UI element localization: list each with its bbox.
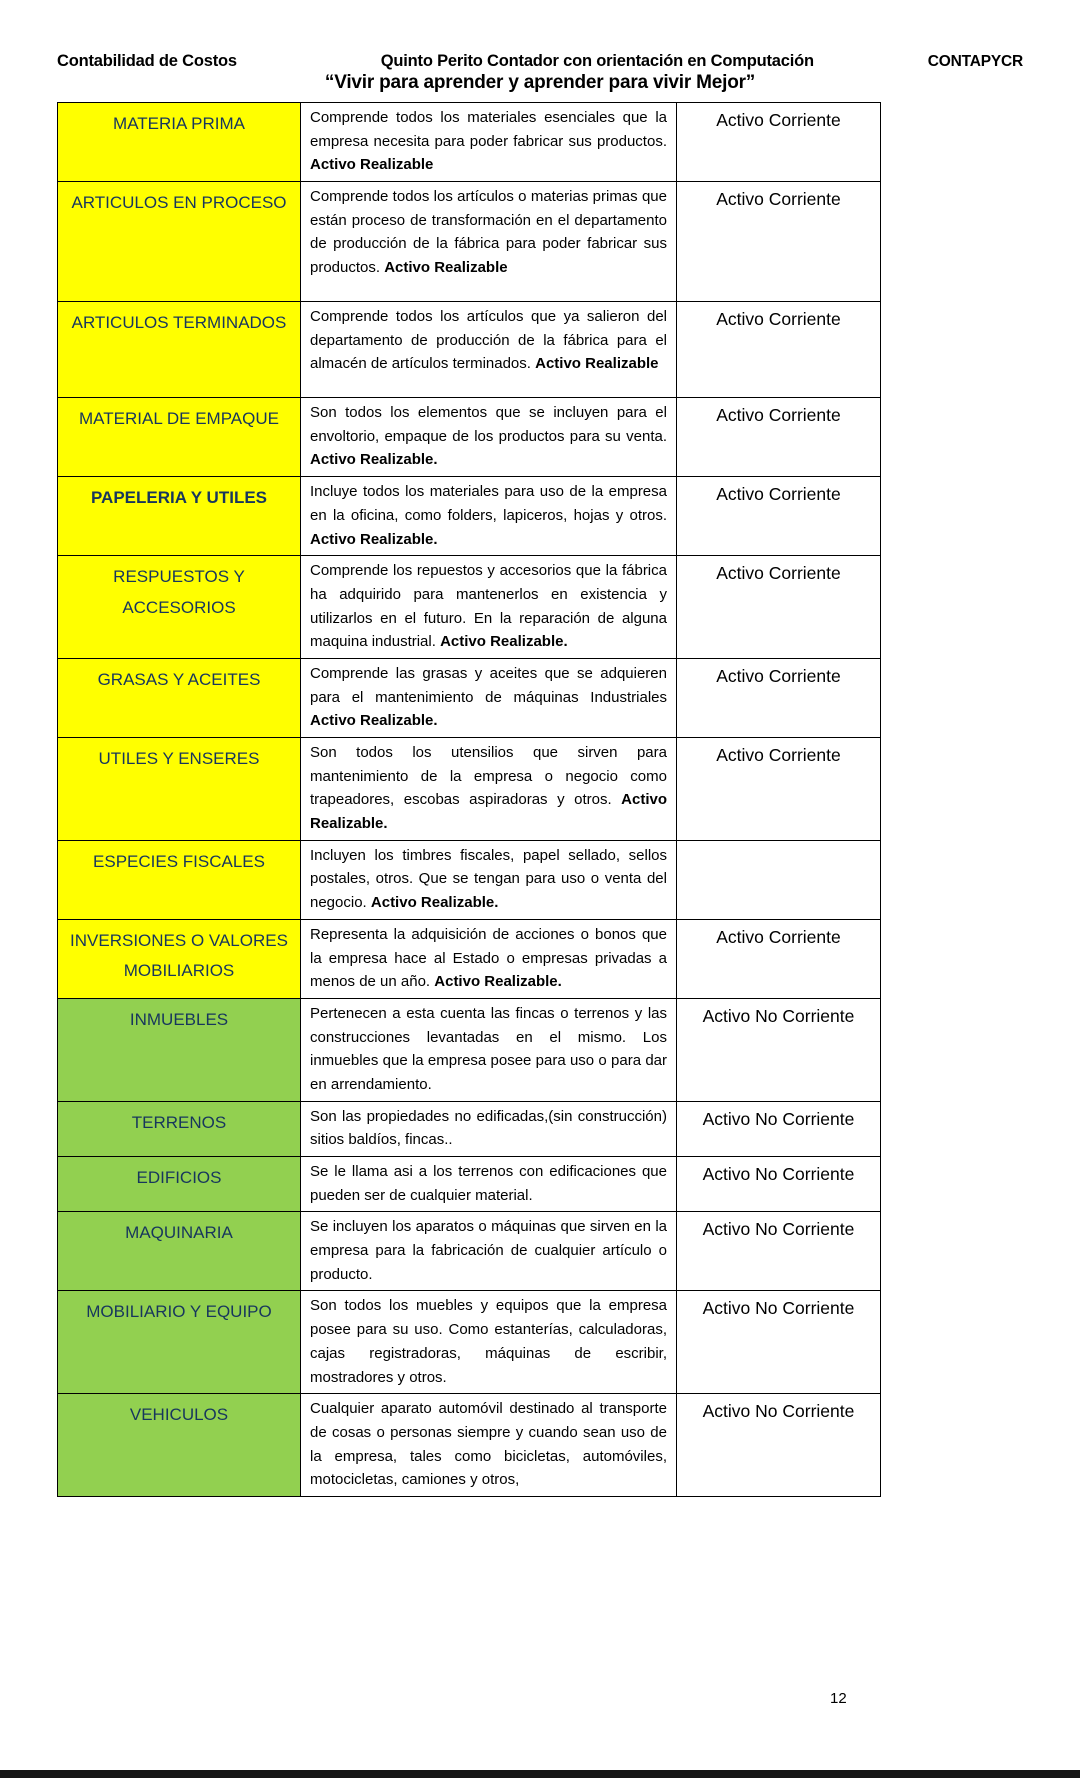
account-description: Comprende todos los artículos que ya salieron del departamento de producción de la fábrica para el almacén de artículos terminados.: [310, 308, 667, 373]
account-description: Comprende todos los materiales esenciales que la empresa necesita para poder fabricar sus productos.: [310, 109, 667, 150]
account-name: GRASAS Y ACEITES: [97, 669, 261, 689]
account-description: Se incluyen los aparatos o máquinas que sirven en la empresa para la fabricación de cualquier artículo o producto.: [310, 1218, 667, 1283]
account-name: TERRENOS: [131, 1112, 227, 1132]
account-description-cell: [301, 919, 677, 998]
account-name: ESPECIES FISCALES: [93, 851, 265, 871]
account-name-cell: [58, 1394, 301, 1497]
account-classification: Activo No Corriente: [702, 1005, 855, 1026]
account-classification: Activo Corriente: [716, 405, 841, 426]
account-description-cell: [301, 477, 677, 556]
page-number: 12: [830, 1690, 847, 1707]
account-classification: Activo Corriente: [716, 665, 841, 686]
account-classification-cell: [677, 919, 881, 998]
table-row: [58, 477, 881, 556]
account-classification-cell: [677, 182, 881, 302]
account-name: MATERIA PRIMA: [113, 114, 245, 133]
account-classification-cell: [677, 1101, 881, 1156]
account-classification-cell: [677, 738, 881, 841]
account-classification-cell: [677, 1394, 881, 1497]
account-classification-cell: [677, 556, 881, 659]
account-description-cell: [301, 302, 677, 398]
account-name-cell: [58, 556, 301, 659]
account-description-bold: Activo Realizable.: [310, 451, 438, 469]
account-name-cell: [58, 919, 301, 998]
accounts-table: [57, 102, 881, 1497]
page-header: [0, 0, 1080, 94]
account-name: INVERSIONES O VALORES MOBILIARIOS: [70, 930, 288, 981]
table-row: [58, 658, 881, 737]
account-description-cell: [301, 103, 677, 182]
account-description-bold: Activo Realizable.: [370, 894, 499, 912]
account-description-cell: [301, 1291, 677, 1394]
account-description: Son todos los elementos que se incluyen para el envoltorio, empaque de los productos para su venta.: [310, 404, 667, 445]
table-row: [58, 103, 881, 182]
account-name: ARTICULOS TERMINADOS: [71, 313, 287, 333]
account-description: Son las propiedades no edificadas,(sin construcción) sitios baldíos, fincas..: [310, 1107, 667, 1149]
account-description: Pertenecen a esta cuenta las fincas o terrenos y las construcciones levantadas en el mismo. Los inmuebles que la empresa posee para uso o para dar en arrendamiento.: [310, 1004, 667, 1093]
header-row: [57, 52, 1023, 71]
account-description-bold: Activo Realizable.: [434, 973, 562, 991]
account-classification: Activo Corriente: [716, 484, 841, 505]
account-classification-cell: [677, 477, 881, 556]
account-description-bold: Activo Realizable: [384, 259, 508, 277]
table-row: [58, 1394, 881, 1497]
account-name-cell: [58, 1291, 301, 1394]
header-course-title: Contabilidad de Costos: [57, 52, 237, 70]
accounts-table-body: [58, 103, 881, 1497]
account-description: Representa la adquisición de acciones o bonos que la empresa hace al Estado o empresas privadas a menos de un año.: [310, 925, 667, 991]
account-classification-cell: [677, 1212, 881, 1291]
account-name-cell: [58, 1212, 301, 1291]
account-description: Incluye todos los materiales para uso de la empresa en la oficina, como folders, lapiceros, hojas y otros.: [310, 483, 667, 524]
account-description-bold: Activo Realizable.: [440, 633, 568, 651]
account-name: INMUEBLES: [129, 1009, 229, 1029]
account-name-cell: [58, 182, 301, 302]
account-description-bold: Activo Realizable: [310, 156, 434, 174]
account-description-cell: [301, 182, 677, 302]
account-name-cell: [58, 658, 301, 737]
account-description-bold: Activo Realizable.: [310, 791, 667, 833]
account-description-cell: [301, 738, 677, 841]
account-description: Incluyen los timbres fiscales, papel sellado, sellos postales, otros. Que se tengan para uso o venta del negocio.: [310, 846, 667, 912]
account-classification: Activo Corriente: [716, 189, 841, 210]
account-name-cell: [58, 1157, 301, 1212]
table-row: [58, 840, 881, 919]
account-classification-cell: [677, 1291, 881, 1394]
account-name-cell: [58, 302, 301, 398]
account-description: Cualquier aparato automóvil destinado al transporte de cosas o personas siempre y cuando sean uso de la empresa, tales como bicicletas, automóviles, motocicletas, camiones y otros,: [310, 1400, 667, 1489]
header-brand: CONTAPYCR: [927, 53, 1023, 70]
account-classification: Activo No Corriente: [702, 1401, 855, 1422]
table-row: [58, 1157, 881, 1212]
table-row: [58, 738, 881, 841]
table-row: [58, 398, 881, 477]
account-classification: Activo Corriente: [716, 563, 841, 584]
account-classification-cell: [677, 658, 881, 737]
account-description: Son todos los utensilios que sirven para mantenimiento de la empresa o negocio como trapeadores, escobas aspiradoras y otros.: [310, 744, 667, 809]
account-name-cell: [58, 477, 301, 556]
page-bottom-edge: [0, 1770, 1080, 1778]
account-name-cell: [58, 998, 301, 1101]
account-name: MOBILIARIO Y EQUIPO: [86, 1302, 272, 1322]
account-classification-cell: [677, 103, 881, 182]
account-description: Se le llama asi a los terrenos con edificaciones que pueden ser de cualquier material.: [310, 1163, 667, 1204]
account-name-cell: [58, 738, 301, 841]
account-classification-cell: [677, 1157, 881, 1212]
header-motto: “Vivir para aprender y aprender para vivir Mejor”: [324, 72, 756, 93]
account-description-cell: [301, 998, 677, 1101]
account-classification: Activo No Corriente: [702, 1108, 855, 1129]
account-classification-cell: [677, 302, 881, 398]
account-description-cell: [301, 1101, 677, 1156]
account-description-bold: Activo Realizable.: [310, 530, 438, 548]
account-name: EDIFICIOS: [136, 1168, 222, 1187]
account-name-cell: [58, 103, 301, 182]
table-row: [58, 1291, 881, 1394]
account-classification-cell: [677, 398, 881, 477]
account-description: Comprende los repuestos y accesorios que la fábrica ha adquirido para mantenerlos en existencia y utilizarlos en el futuro. En la reparación de alguna maquina industrial.: [310, 562, 667, 651]
account-description: Comprende todos los artículos o materias primas que están proceso de transformación en el departamento de producción de la fábrica para poder fabricar sus productos.: [310, 188, 667, 277]
table-row: [58, 1101, 881, 1156]
account-description-cell: [301, 556, 677, 659]
account-name: ARTICULOS EN PROCESO: [71, 193, 287, 213]
table-row: [58, 919, 881, 998]
account-description-cell: [301, 658, 677, 737]
account-classification: Activo Corriente: [716, 110, 841, 130]
account-description-cell: [301, 840, 677, 919]
table-row: [58, 302, 881, 398]
table-row: [58, 998, 881, 1101]
account-classification-cell: [677, 998, 881, 1101]
table-row: [58, 1212, 881, 1291]
account-description-cell: [301, 398, 677, 477]
account-description-bold: Activo Realizable: [535, 355, 659, 373]
account-name-cell: [58, 1101, 301, 1156]
account-name-cell: [58, 840, 301, 919]
account-name: RESPUESTOS Y ACCESORIOS: [113, 567, 245, 617]
account-name: MATERIAL DE EMPAQUE: [79, 409, 279, 429]
account-classification: Activo No Corriente: [702, 1219, 855, 1240]
account-classification: Activo Corriente: [716, 926, 841, 947]
account-description: Son todos los muebles y equipos que la empresa posee para su uso. Como estanterías, calculadoras, cajas registradoras, máquinas de escribir, mostradores y otros.: [310, 1297, 667, 1386]
account-description-cell: [301, 1212, 677, 1291]
account-description-bold: Activo Realizable.: [310, 712, 438, 730]
header-program-title: Quinto Perito Contador con orientación en Computación: [380, 52, 814, 70]
account-description: Comprende las grasas y aceites que se adquieren para el mantenimiento de máquinas Industriales: [310, 664, 667, 706]
account-classification-cell: [677, 840, 881, 919]
account-classification: Activo No Corriente: [702, 1164, 855, 1184]
account-name: MAQUINARIA: [125, 1223, 233, 1243]
account-classification: Activo Corriente: [716, 309, 841, 330]
table-row: [58, 556, 881, 659]
account-name: PAPELERIA Y UTILES: [90, 488, 268, 508]
table-row: [58, 182, 881, 302]
account-classification: Activo No Corriente: [702, 1298, 855, 1319]
account-name: UTILES Y ENSERES: [98, 749, 260, 768]
account-classification: Activo Corriente: [716, 745, 841, 765]
account-name-cell: [58, 398, 301, 477]
account-description-cell: [301, 1157, 677, 1212]
account-name: VEHICULOS: [129, 1405, 229, 1425]
account-description-cell: [301, 1394, 677, 1497]
